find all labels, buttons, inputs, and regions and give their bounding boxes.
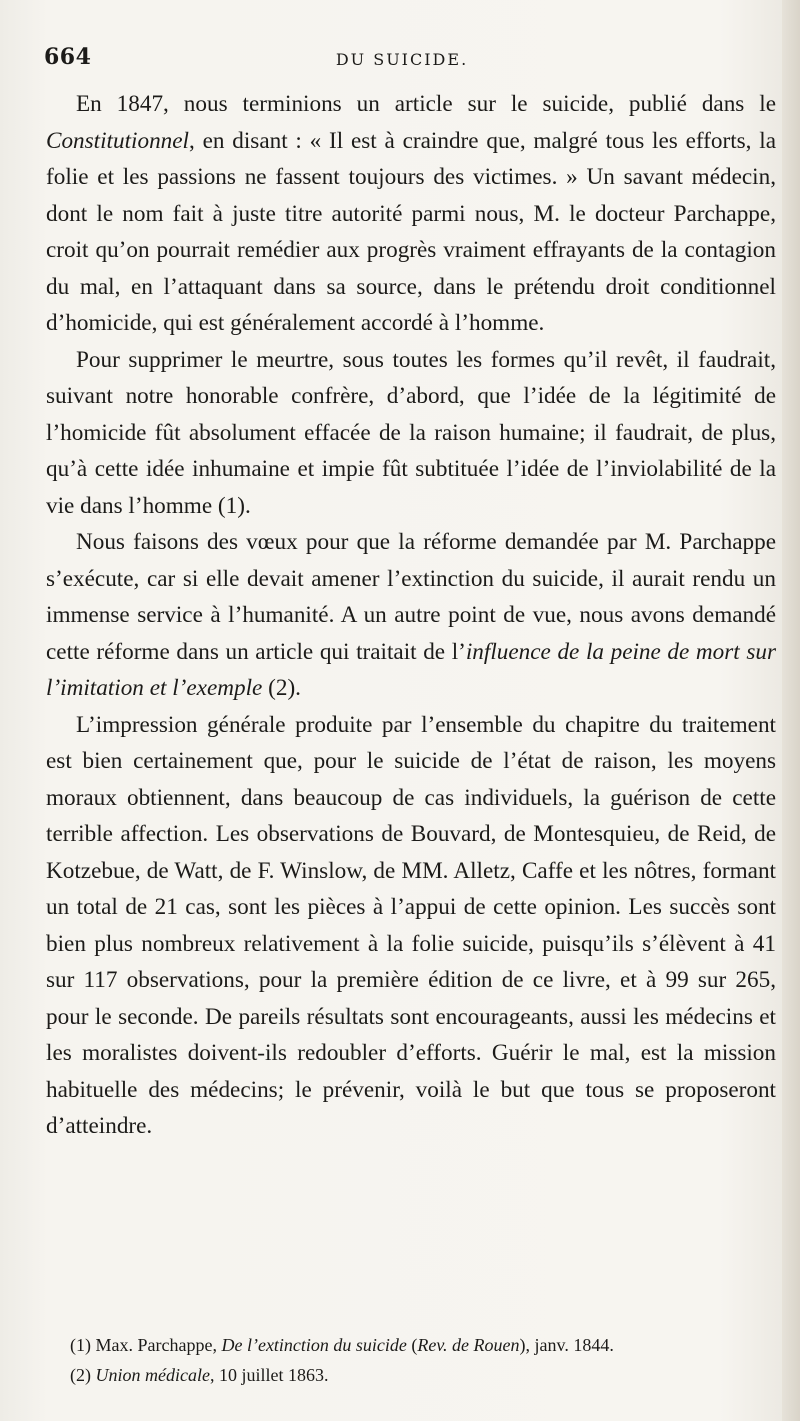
paragraph-1-italic: Constitutionnel (46, 127, 189, 154)
footnote-1-italic-b: Rev. de Rouen (417, 1335, 520, 1355)
footnotes (46, 1330, 766, 1390)
running-head (44, 44, 760, 78)
footnote-1-text-a: Max. Parchappe, (91, 1335, 222, 1355)
footnote-2-marker: (2) (70, 1365, 91, 1385)
footnote-2-italic: Union médicale (95, 1365, 210, 1385)
paragraph-3-text-b: (2). (262, 675, 301, 701)
paragraph-2: Pour supprimer le meurtre, sous toutes les formes qu’il revêt, il faudrait, suivant notre honorable confrère, d’abord, que l’idée de la légitimité de l’homicide fût absolument effacée de la raison humaine; il faudrait, de plus, qu’à cette idée inhumaine et impie fût subtituée l’idée de l’inviolabilité de la vie dans l’homme (1). (46, 346, 776, 519)
paragraph-1-text-b: , en disant : « Il est à craindre que, malgré tous les efforts, la folie et les passions ne fassent toujours des victimes. » Un savant médecin, dont le nom fait à juste titre autorité parmi nous, M. le docteur Parchappe, croit qu’on pourrait remédier aux progrès vraiment effrayants de la contagion du mal, en l’attaquant dans sa source, dans le prétendu droit conditionnel d’homicide, qui est généralement accordé à l’homme. (46, 127, 776, 336)
footnote-1-marker: (1) (70, 1335, 91, 1355)
paragraph-1-text-a: En 1847, nous terminions un article sur le suicide, publié dans le (76, 91, 776, 117)
paragraph-3 (46, 524, 776, 707)
footnote-1-text-b: ( (406, 1335, 418, 1355)
page-number: 664 (44, 44, 92, 70)
running-title: DU SUICIDE. (335, 50, 469, 69)
footnote-2-text-b: , 10 juillet 1863. (209, 1365, 329, 1385)
paragraph-3-text-a: Nous faisons des vœux pour que la réforme demandée par M. Parchappe s’exécute, car si elle devait amener l’extinction du suicide, il aurait rendu un immense service à l’humanité. A un autre point de vue, nous avons demandé cette réforme dans un article qui traitait de l’ (46, 529, 776, 665)
body-text (46, 86, 776, 1145)
paragraph-3-italic: influence de la peine de mort sur l’imitation et l’exemple (46, 638, 776, 701)
paragraph-4: L’impression générale produite par l’ensemble du chapitre du traitement est bien certainement que, pour le suicide de l’état de raison, les moyens moraux obtiennent, dans beaucoup de cas individuels, la guérison de cette terrible affection. Les observations de Bouvard, de Montesquieu, de Reid, de Kotzebue, de Watt, de F. Winslow, de MM. Alletz, Caffe et les nôtres, formant un total de 21 cas, sont les pièces à l’appui de cette opinion. Les succès sont bien plus nombreux relativement à la folie suicide, puisqu’ils s’élèvent à 41 sur 117 observations, pour la première édition de ce livre, et à 99 sur 265, pour le seconde. De pareils résultats sont encourageants, aussi les médecins et les moralistes doivent-ils redoubler d’efforts. Guérir le mal, est la mission habituelle des médecins; le prévenir, voilà le but que tous se proposeront d’atteindre. (46, 711, 776, 1139)
footnote-2 (46, 1360, 766, 1390)
page-edge (782, 0, 800, 1421)
footnote-1-text-c: ), janv. 1844. (519, 1335, 614, 1355)
footnote-1 (46, 1330, 766, 1360)
paragraph-1 (46, 86, 776, 342)
footnote-1-italic-a: De l’extinction du suicide (221, 1335, 407, 1355)
